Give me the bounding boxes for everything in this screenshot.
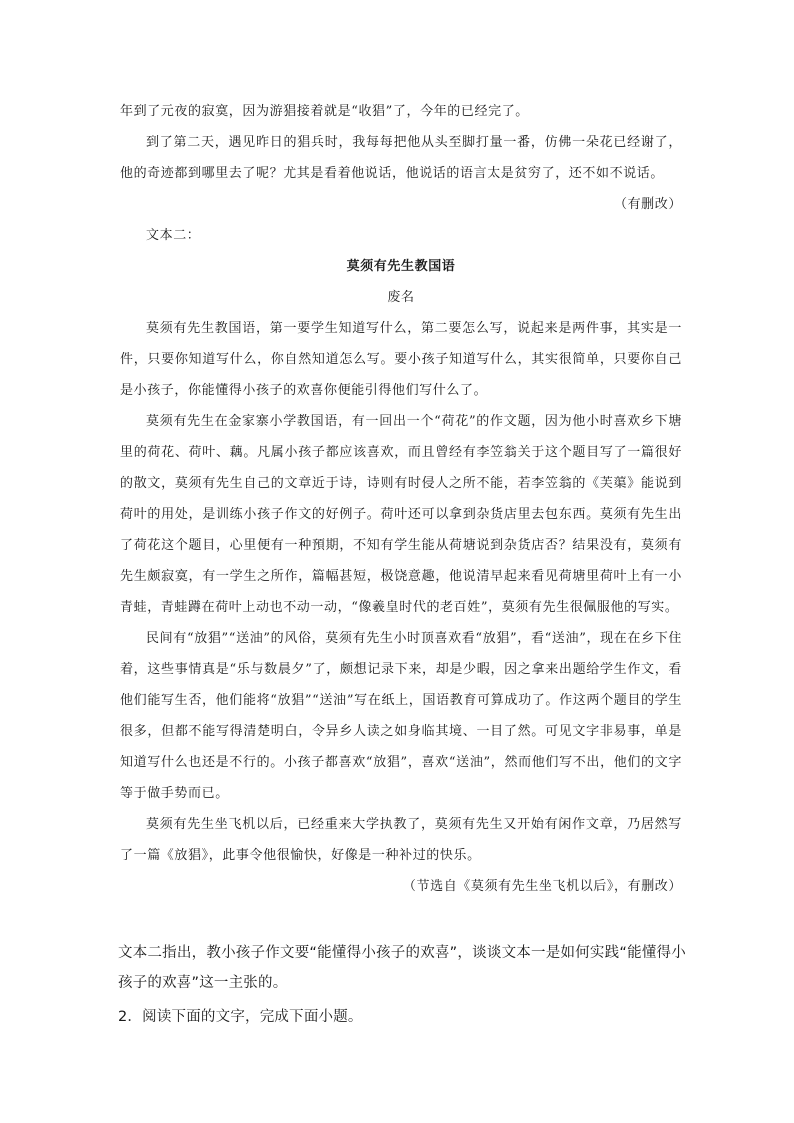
article-author: 废名 <box>387 290 415 305</box>
paragraph-folk-customs: 民间有“放猖”“送油”的风俗，莫须有先生小时顶喜欢看“放猖”，看“送油”，现在在乡下住着，这些事情真是“乐与数晨夕”了，颇想记录下来，却是少暇，因之拿来出题给学生作文，看他们能写生否，他们能将“放猖”“送油”写在纸上，国语教育可算成功了。作这两个题目的学生很多，但都不能写得清楚明白，令异乡人读之如身临其境、一目了然。可见文字非易事，单是知道写什么也还是不行的。小孩子都喜欢“放猖”，喜欢“送油”，然而他们写不出，他们的文字等于做手势而已。 <box>120 631 682 801</box>
source-note-text2: （节选自《莫须有先生坐飞机以后》，有删改） <box>402 879 682 894</box>
source-note-text1: （有删改） <box>613 197 682 212</box>
article-title: 莫须有先生教国语 <box>346 259 456 274</box>
document-content <box>120 96 682 902</box>
paragraph-lotus-topic: 莫须有先生在金家寨小学教国语，有一回出一个“荷花”的作文题，因为他小时喜欢乡下塘里的荷花、荷叶、藕。凡属小孩子都应该喜欢，而且曾经有李笠翁关于这个题目写了一篇很好的散文，莫须有先生自己的文章近于诗，诗则有时侵人之所不能，若李笠翁的《芙蕖》能说到荷叶的用处，是训练小孩子作文的好例子。荷叶还可以拿到杂货店里去包东西。莫须有先生出了荷花这个题目，心里便有一种預期，不知有学生能从荷塘说到杂货店否？结果没有，莫须有先生颇寂寞，有一学生之所作，篇幅甚短，极饶意趣，他说清早起来看见荷塘里荷叶上有一小青蛙，青蛙蹲在荷叶上动也不动一动，“像羲皇时代的老百姓”，莫须有先生很佩服他的写实。 <box>120 414 682 615</box>
question-block <box>118 938 686 1032</box>
paragraph-text1-second-day: 到了第二天，遇见昨日的猖兵时，我每每把他从头至脚打量一番，仿佛一朵花已经谢了，他的奇迹都到哪里去了呢？尤其是看着他说话，他说话的语言太是贫穷了，还不如不说话。 <box>120 135 682 181</box>
question-prompt: 文本二指出，教小孩子作文要“能懂得小孩子的欢喜”，谈谈文本一是如何实践“能懂得小孩子的欢喜”这一主张的。 <box>118 945 686 991</box>
paragraph-text1-ending: 年到了元夜的寂寞，因为游猖接着就是“收猖”了，今年的已经完了。 <box>120 104 529 119</box>
text2-label: 文本二： <box>146 228 201 243</box>
paragraph-after-flight: 莫须有先生坐飞机以后，已经重来大学执教了，莫须有先生又开始有闲作文章，乃居然写了一篇《放猖》，此事令他很愉快，好像是一种补过的快乐。 <box>120 817 682 863</box>
paragraph-guoyu-teaching: 莫须有先生教国语，第一要学生知道写什么，第二要怎么写，说起来是两件事，其实是一件，只要你知道写什么，你自然知道怎么写。要小孩子知道写什么，其实很简单，只要你自己是小孩子，你能懂得小孩子的欢喜你便能引得他们写什么了。 <box>120 321 682 398</box>
next-question-heading: 2．阅读下面的文字，完成下面小题。 <box>118 1009 363 1025</box>
